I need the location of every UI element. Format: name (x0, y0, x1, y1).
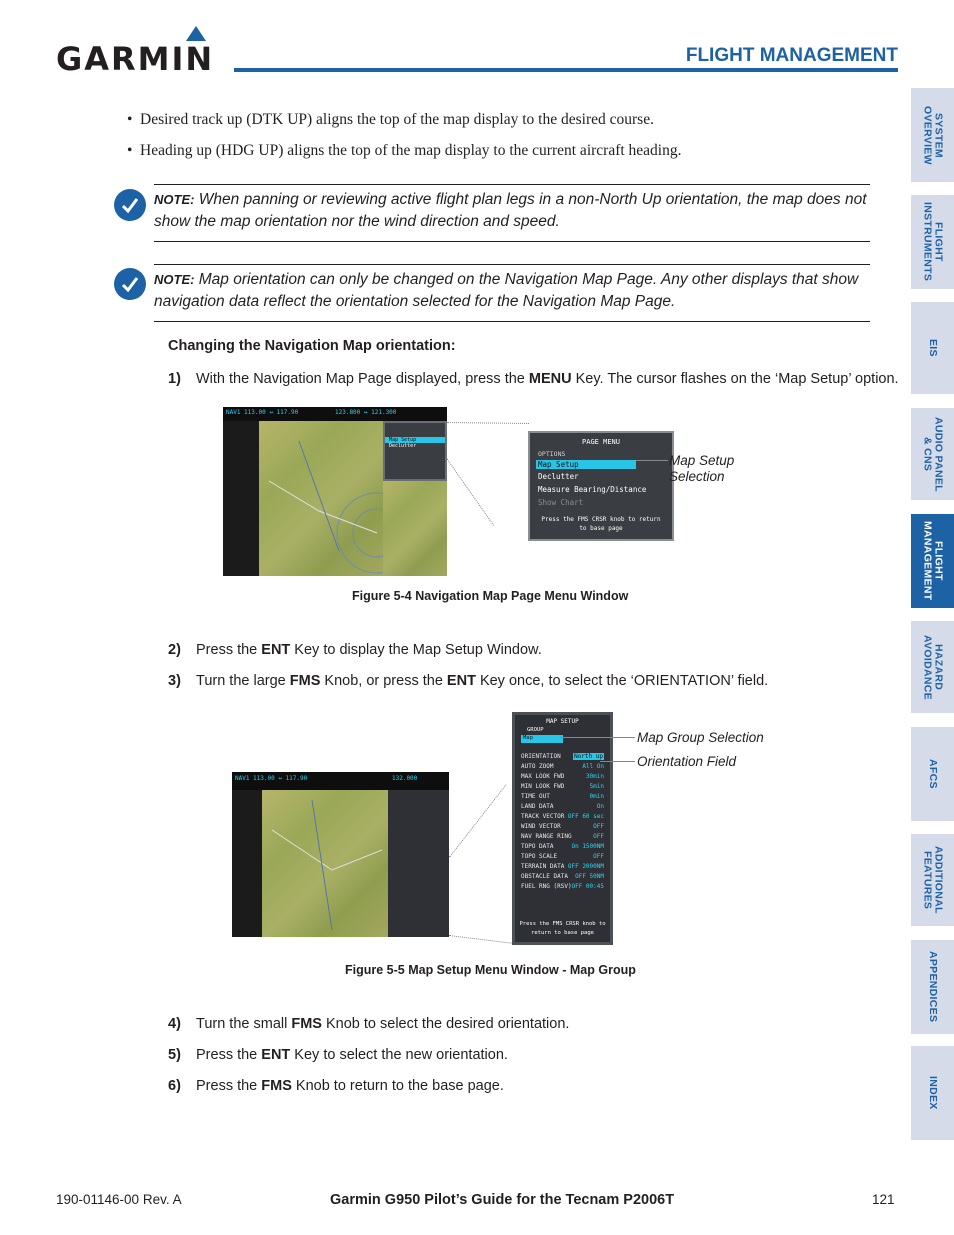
setup-row[interactable] (521, 783, 604, 793)
setup-row-value[interactable]: 30min (585, 773, 604, 780)
note-check-icon (114, 189, 146, 221)
tab-hazard-avoidance[interactable]: HAZARD AVOIDANCE (911, 621, 954, 713)
setup-row-label: TRACK VECTOR (521, 813, 565, 820)
setup-row-value[interactable]: North up (574, 753, 603, 760)
note-check-icon (114, 268, 146, 300)
setup-row[interactable] (521, 853, 604, 863)
zoom-leader (447, 422, 529, 424)
eis-strip (232, 790, 262, 937)
setup-row[interactable] (521, 873, 604, 883)
section-title: FLIGHT MANAGEMENT (685, 45, 898, 66)
map-setup-screen (232, 772, 449, 937)
tab-eis[interactable]: EIS (911, 302, 954, 394)
mini-setup-window (388, 790, 449, 937)
callout-map-setup-selection: Map Setup Selection (669, 453, 735, 484)
callout-leader (560, 737, 635, 738)
map-setup-title: MAP SETUP (546, 718, 579, 725)
setup-row-label: WIND VECTOR (521, 823, 561, 830)
setup-row[interactable] (521, 763, 604, 773)
figure-caption: Figure 5-5 Map Setup Menu Window - Map Group (345, 963, 636, 977)
setup-row-label: TIME OUT (521, 793, 550, 800)
setup-row-label: MIN LOOK FWD (521, 783, 565, 790)
callout-orientation-field: Orientation Field (637, 754, 737, 769)
setup-row[interactable] (521, 793, 604, 803)
logo-triangle-icon (186, 26, 206, 41)
setup-row-label: OBSTACLE DATA (521, 873, 568, 880)
menu-item-declutter[interactable]: Declutter (538, 472, 579, 481)
zoom-leader (446, 458, 494, 526)
tab-afcs[interactable]: AFCS (911, 727, 954, 821)
setup-row-label: MAX LOOK FWD (521, 773, 565, 780)
document-title: Garmin G950 Pilot’s Guide for the Tecnam P2006T (330, 1192, 675, 1208)
screen-topbar: NAV1 113.00 ↔ 117.90 132.000 (232, 772, 449, 790)
setup-row[interactable] (521, 773, 604, 783)
tab-flight-management[interactable]: FLIGHT MANAGEMENT (911, 514, 954, 608)
tab-appendices[interactable]: APPENDICES (911, 940, 954, 1034)
setup-row[interactable] (521, 863, 604, 873)
setup-row-value[interactable]: OFF (593, 823, 604, 830)
page-menu-window (528, 431, 674, 541)
small-page-menu: Map Setup Declutter (383, 421, 447, 481)
setup-row-label: TOPO SCALE (521, 853, 558, 860)
callout-map-group-selection: Map Group Selection (637, 730, 764, 745)
nav-map-screen (223, 407, 447, 576)
setup-row-value[interactable]: OFF 50NM (575, 873, 604, 880)
tab-index[interactable]: INDEX (911, 1046, 954, 1140)
setup-row-value[interactable]: OFF (593, 833, 604, 840)
document-number: 190-01146-00 Rev. A (56, 1192, 182, 1207)
map-area (259, 421, 383, 576)
options-label: OPTIONS (538, 450, 566, 458)
setup-row[interactable] (521, 823, 604, 833)
callout-leader (636, 460, 668, 461)
bullet-dtk-up: • Desired track up (DTK UP) aligns the top of the map display to the desired course. (127, 111, 654, 129)
eis-strip (223, 421, 259, 576)
setup-row-label: LAND DATA (521, 803, 554, 810)
menu-footer-hint: Press the FMS CRSR knob to return to base page (541, 516, 661, 532)
setup-row[interactable] (521, 833, 604, 843)
procedure-title: Changing the Navigation Map orientation: (168, 338, 456, 354)
tab-flight-instruments[interactable]: FLIGHT INSTRUMENTS (911, 195, 954, 289)
page-number: 121 (872, 1192, 895, 1207)
setup-row-value[interactable]: On (596, 803, 604, 810)
map-setup-window (512, 712, 613, 945)
setup-row-value[interactable]: On 1500NM (571, 843, 604, 850)
setup-row-value[interactable]: OFF 00:45 (571, 883, 604, 890)
note-rule-top (154, 184, 870, 185)
setup-footer-hint: Press the FMS CRSR knob to return to base page (519, 921, 606, 936)
setup-row-value[interactable]: 5min (589, 783, 604, 790)
setup-row-label: TOPO DATA (521, 843, 554, 850)
tab-audio-panel-cns[interactable]: AUDIO PANEL & CNS (911, 408, 954, 500)
note-orientation: NOTE: Map orientation can only be changed on the Navigation Map Page. Any other displays that show navigation data reflect the orientation selected for the Navigation Map Page. (154, 271, 859, 310)
setup-row-value[interactable]: All On (582, 763, 604, 770)
setup-row[interactable] (521, 813, 604, 823)
setup-row[interactable] (521, 753, 604, 763)
screen-topbar: NAV1 113.00 ↔ 117.90 123.800 ↔ 121.300 (223, 407, 447, 421)
setup-row-value[interactable]: OFF (593, 853, 604, 860)
setup-row[interactable] (521, 803, 604, 813)
setup-row-label: AUTO ZOOM (521, 763, 554, 770)
setup-row-value[interactable]: OFF 60 sec (567, 813, 604, 820)
menu-item-map-setup[interactable]: Map Setup (536, 460, 636, 469)
setup-row-label: NAV RANGE RING (521, 833, 572, 840)
setup-row-value[interactable]: OFF 2000NM (567, 863, 604, 870)
setup-row-value[interactable]: 0min (589, 793, 604, 800)
menu-item-show-chart[interactable]: Show Chart (538, 498, 584, 507)
tab-additional-features[interactable]: ADDITIONAL FEATURES (911, 834, 954, 926)
figure-caption: Figure 5-4 Navigation Map Page Menu Window (352, 589, 629, 603)
note-rule-top (154, 264, 870, 265)
map-area-right (383, 481, 447, 576)
tab-system-overview[interactable]: SYSTEM OVERVIEW (911, 88, 954, 182)
callout-leader (600, 761, 635, 762)
map-area (262, 790, 388, 937)
logo-text: GARMIN (56, 40, 215, 78)
garmin-logo (56, 26, 221, 76)
page-menu-title: PAGE MENU (582, 438, 620, 446)
note-rule-bottom (154, 321, 870, 322)
setup-row[interactable] (521, 883, 604, 893)
bullet-hdg-up: • Heading up (HDG UP) aligns the top of the map display to the current aircraft heading. (127, 142, 682, 160)
setup-row-label: TERRAIN DATA (521, 863, 565, 870)
zoom-leader (449, 935, 513, 944)
group-field[interactable]: Map (521, 735, 563, 743)
menu-item-measure-bearing[interactable]: Measure Bearing/Distance (538, 485, 647, 494)
setup-row-label: FUEL RNG (RSV) (521, 883, 572, 890)
setup-row[interactable] (521, 843, 604, 853)
setup-row-label: ORIENTATION (521, 753, 561, 760)
note-rule-bottom (154, 241, 870, 242)
header-rule (234, 68, 898, 72)
group-label: GROUP (527, 727, 544, 733)
zoom-leader (449, 785, 506, 858)
note-panning: NOTE: When panning or reviewing active flight plan legs in a non-North Up orientation, the map does not show the map orientation nor the wind direction and speed. (154, 191, 867, 230)
